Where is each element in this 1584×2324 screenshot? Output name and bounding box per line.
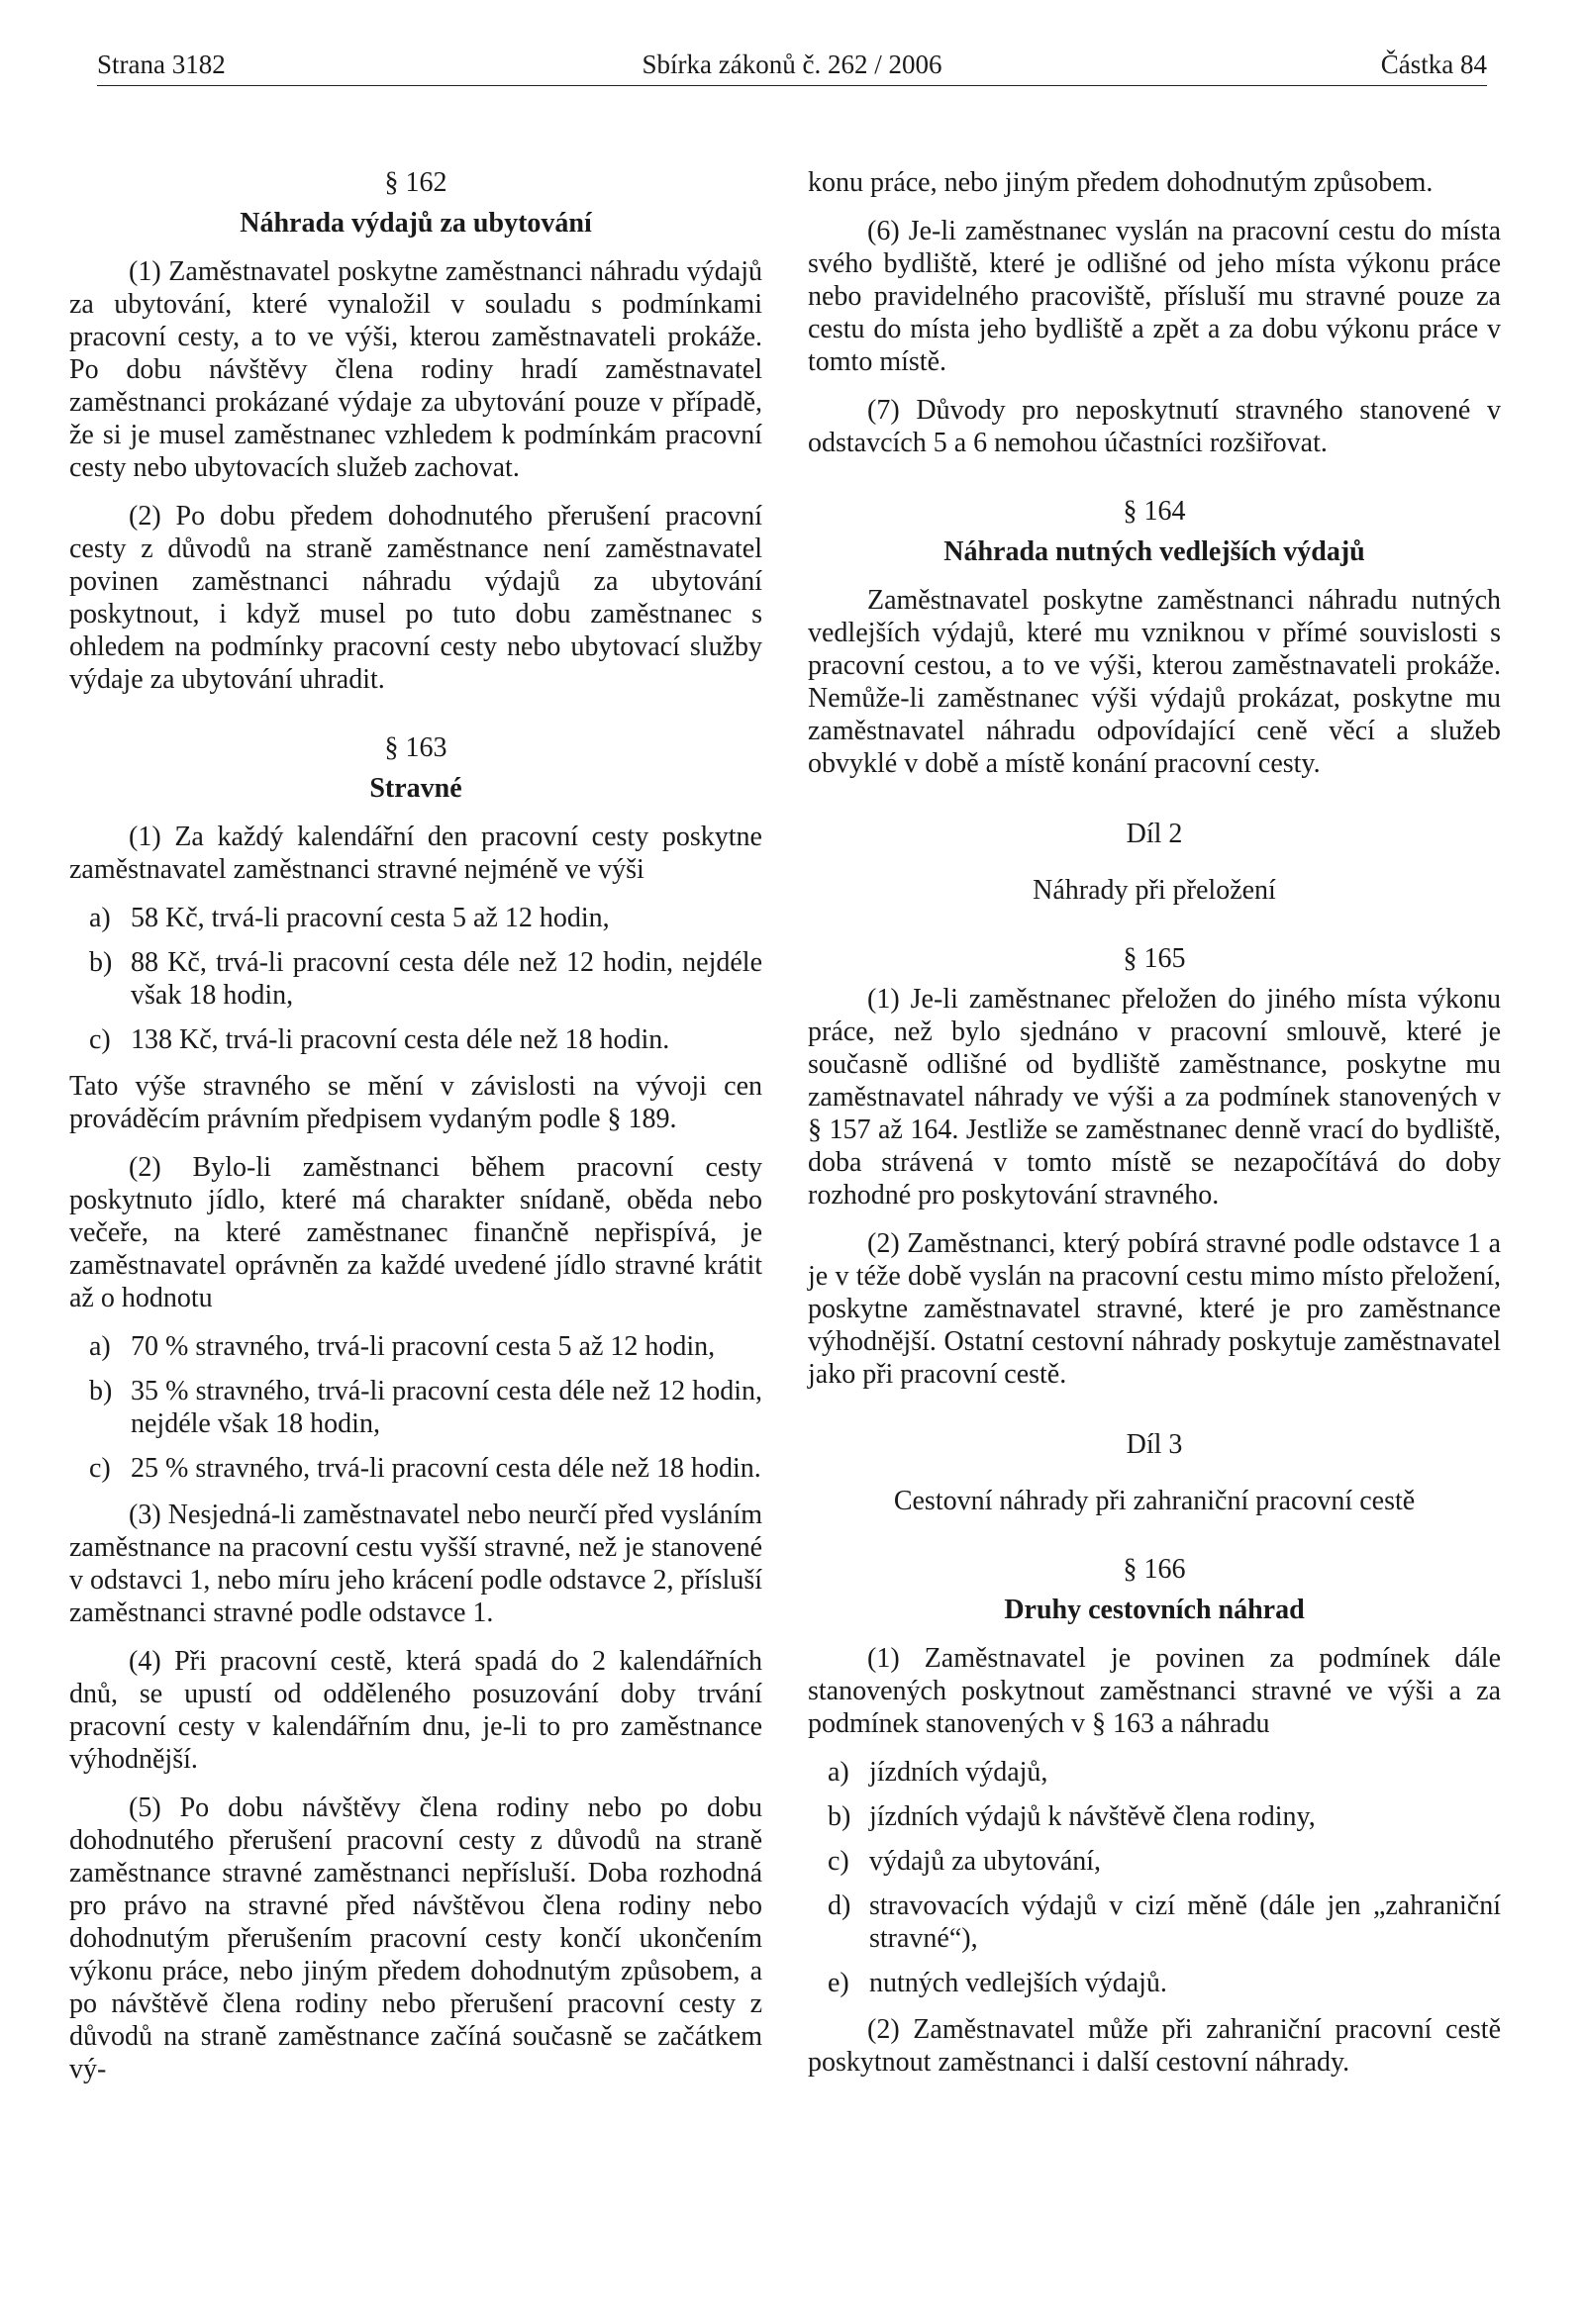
list-item bbox=[808, 1756, 1501, 1789]
section-163-paragraph-5-continuation: konu práce, nebo jiným předem dohodnutým způsobem. bbox=[808, 167, 1434, 198]
section-164-number: § 164 bbox=[1123, 496, 1186, 527]
list-marker: b) bbox=[89, 947, 113, 978]
section-163-paragraph-6: (6) Je-li zaměstnanec vyslán na pracovní cestu do místa svého bydliště, které je odlišné od jeho místa výkonu práce nebo pravidelného pracoviště, přísluší mu stravné pouze za cestu do místa jeho bydliště a zpět a za dobu výkonu práce v tomto místě. bbox=[808, 216, 1501, 377]
section-164-title: Náhrada nutných vedlejších výdajů bbox=[943, 536, 1365, 567]
list-item-text: stravovacích výdajů v cizí měně (dále jen „zahraniční stravné“), bbox=[869, 1890, 1501, 1954]
section-166-paragraph-2: (2) Zaměstnavatel může při zahraniční pracovní cestě poskytnout zaměstnanci i další cestovní náhrady. bbox=[808, 2014, 1501, 2078]
page-header bbox=[97, 44, 1487, 86]
section-163-paragraph-7: (7) Důvody pro neposkytnutí stravného stanovené v odstavcích 5 a 6 nemohou účastníci rozšiřovat. bbox=[808, 395, 1501, 458]
list-item-text: 35 % stravného, trvá-li pracovní cesta déle než 12 hodin, nejdéle však 18 hodin, bbox=[131, 1376, 762, 1439]
list-marker: b) bbox=[89, 1376, 113, 1406]
list-item-text: 58 Kč, trvá-li pracovní cesta 5 až 12 hodin, bbox=[131, 903, 610, 933]
section-162-paragraph-1: (1) Zaměstnavatel poskytne zaměstnanci náhradu výdajů za ubytování, které vynaložil v souladu s podmínkami pracovní cesty, a to ve výši, kterou zaměstnavateli prokáže. Po dobu návštěvy člena rodiny hradí zaměstnavatel zaměstnanci prokázané výdaje za ubytování pouze v případě, že si je musel zaměstnanec vzhledem k podmínkám pracovní cesty nebo ubytovacích služeb zachovat. bbox=[69, 256, 762, 483]
list-marker: a) bbox=[828, 1757, 849, 1788]
list-marker: d) bbox=[828, 1890, 851, 1921]
list-item-text: 70 % stravného, trvá-li pracovní cesta 5 až 12 hodin, bbox=[131, 1331, 716, 1362]
section-162-title: Náhrada výdajů za ubytování bbox=[240, 208, 592, 239]
section-165-number: § 165 bbox=[1123, 943, 1186, 974]
section-163-p2-list bbox=[69, 1330, 762, 1485]
left-column bbox=[69, 166, 762, 2101]
page-number: Strana 3182 bbox=[97, 49, 226, 79]
list-item bbox=[69, 946, 762, 1012]
part-3-heading: Díl 3 bbox=[1126, 1429, 1183, 1460]
section-165-paragraph-2: (2) Zaměstnanci, který pobírá stravné podle odstavce 1 a je v téže době vyslán na pracovní cestu mimo místo přeložení, poskytne zaměstnavatel stravné, které je pro zaměstnance výhodnější. Ostatní cestovní náhrady poskytuje zaměstnavatel jako při pracovní cestě. bbox=[808, 1228, 1501, 1390]
collection-title: Sbírka zákonů č. 262 / 2006 bbox=[642, 49, 942, 79]
section-163-paragraph-5: (5) Po dobu návštěvy člena rodiny nebo po dobu dohodnutého přerušení pracovní cesty z důvodů na straně zaměstnance stravné zaměstnanci nepřísluší. Doba rozhodná pro právo na stravné před návštěvou člena rodiny nebo dohodnutým přerušením pracovní cesty končí ukončením výkonu práce, nebo jiným předem dohodnutým způsobem, a po návštěvě člena rodiny nebo přerušení pracovní cesty z důvodů na straně zaměstnance začíná současně se začátkem vý- bbox=[69, 1792, 762, 2084]
list-item-text: jízdních výdajů k návštěvě člena rodiny, bbox=[869, 1801, 1316, 1832]
section-166-p1-list bbox=[808, 1756, 1501, 1999]
section-163-p1-list bbox=[69, 902, 762, 1056]
list-marker: c) bbox=[828, 1846, 849, 1877]
section-166-number: § 166 bbox=[1123, 1554, 1186, 1585]
section-164-paragraph: Zaměstnavatel poskytne zaměstnanci náhradu nutných vedlejších výdajů, které mu vzniknou v přímé souvislosti s pracovní cestou, a to ve výši, kterou zaměstnavateli prokáže. Nemůže-li zaměstnanec výši výdajů prokázat, poskytne mu zaměstnavatel náhradu odpovídající ceně věcí a služeb obvyklé v době a místě konání pracovní cesty. bbox=[808, 585, 1501, 779]
list-item-text: 88 Kč, trvá-li pracovní cesta déle než 12 hodin, nejdéle však 18 hodin, bbox=[131, 947, 762, 1011]
list-item-text: 138 Kč, trvá-li pracovní cesta déle než 18 hodin. bbox=[131, 1024, 670, 1055]
list-item-text: jízdních výdajů, bbox=[869, 1757, 1048, 1788]
list-marker: c) bbox=[89, 1453, 111, 1484]
list-item bbox=[69, 1375, 762, 1440]
list-marker: e) bbox=[828, 1968, 849, 1998]
list-item bbox=[808, 1967, 1501, 1999]
issue-number: Částka 84 bbox=[1380, 49, 1487, 79]
list-item bbox=[808, 1800, 1501, 1833]
list-item bbox=[808, 1845, 1501, 1878]
section-166-paragraph-1: (1) Zaměstnavatel je povinen za podmínek dále stanovených poskytnout zaměstnanci stravné ve výši a za podmínek stanovených v § 163 a náhradu bbox=[808, 1643, 1501, 1739]
part-3-title: Cestovní náhrady při zahraniční pracovní cestě bbox=[893, 1486, 1416, 1516]
list-item bbox=[69, 1330, 762, 1363]
list-item-text: výdajů za ubytování, bbox=[869, 1846, 1102, 1877]
list-item-text: 25 % stravného, trvá-li pracovní cesta déle než 18 hodin. bbox=[131, 1453, 761, 1484]
section-162-paragraph-2: (2) Po dobu předem dohodnutého přerušení pracovní cesty z důvodů na straně zaměstnance není zaměstnavatel povinen zaměstnanci náhradu výdajů za ubytování poskytnout, i když musel po tuto dobu zaměstnanec s ohledem na podmínky pracovní cesty nebo ubytovací služby výdaje za ubytování uhradit. bbox=[69, 501, 762, 695]
list-item bbox=[69, 1023, 762, 1056]
part-2-heading: Díl 2 bbox=[1126, 819, 1183, 849]
section-163-paragraph-3: (3) Nesjedná-li zaměstnavatel nebo neurčí před vysláním zaměstnance na pracovní cestu vyšší stravné, než je stanovené v odstavci 1, nebo míru jeho krácení podle odstavce 2, přísluší zaměstnanci stravné podle odstavce 1. bbox=[69, 1500, 762, 1628]
section-165-paragraph-1: (1) Je-li zaměstnanec přeložen do jiného místa výkonu práce, než bylo sjednáno v pracovní smlouvě, které je současně odlišné od bydliště zaměstnance, poskytne mu zaměstnavatel náhrady ve výši a za podmínek stanovených v § 157 až 164. Jestliže se zaměstnanec denně vrací do bydliště, doba strávená v tomto místě se nezapočítává do doby rozhodné pro poskytování stravného. bbox=[808, 984, 1501, 1210]
list-item-text: nutných vedlejších výdajů. bbox=[869, 1968, 1167, 1998]
section-166-title: Druhy cestovních náhrad bbox=[1004, 1595, 1305, 1625]
section-163-paragraph-1: (1) Za každý kalendářní den pracovní cesty poskytne zaměstnavatel zaměstnanci stravné nejméně ve výši bbox=[69, 822, 762, 885]
list-item bbox=[808, 1889, 1501, 1955]
section-163-paragraph-4: (4) Při pracovní cestě, která spadá do 2 kalendářních dnů, se upustí od odděleného posuzování doby trvání pracovní cesty v kalendářním dnu, je-li to pro zaměstnance výhodnější. bbox=[69, 1646, 762, 1775]
list-marker: c) bbox=[89, 1024, 111, 1055]
list-marker: a) bbox=[89, 903, 111, 933]
section-163-title: Stravné bbox=[369, 773, 462, 804]
right-column bbox=[808, 166, 1501, 2094]
section-162-number: § 162 bbox=[384, 167, 447, 198]
list-marker: b) bbox=[828, 1801, 851, 1832]
section-163-paragraph-2: (2) Bylo-li zaměstnanci během pracovní cesty poskytnuto jídlo, které má charakter snídaně, oběda nebo večeře, na které zaměstnanec finančně nepřispívá, je zaměstnavatel oprávněn za každé uvedené jídlo stravné krátit až o hodnotu bbox=[69, 1152, 762, 1313]
section-163-paragraph-1-tail: Tato výše stravného se mění v závislosti na vývoji cen prováděcím právním předpisem vydaným podle § 189. bbox=[69, 1071, 762, 1134]
list-item bbox=[69, 902, 762, 934]
part-2-title: Náhrady při přeložení bbox=[1033, 875, 1276, 906]
section-163-number: § 163 bbox=[384, 732, 447, 763]
list-marker: a) bbox=[89, 1331, 111, 1362]
list-item bbox=[69, 1452, 762, 1485]
